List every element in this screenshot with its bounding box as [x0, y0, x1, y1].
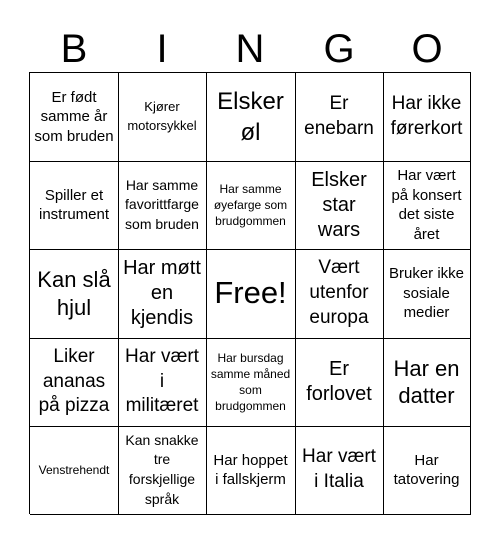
bingo-cell[interactable]: Har tatovering — [383, 426, 471, 515]
bingo-cell[interactable]: Vært utenfor europa — [295, 249, 384, 339]
free-space[interactable]: Free! — [206, 249, 296, 339]
bingo-cell[interactable]: Har vært i Italia — [295, 426, 384, 515]
bingo-cell[interactable]: Elsker øl — [206, 73, 296, 162]
bingo-cell[interactable]: Har samme øyefarge som brudgommen — [206, 161, 296, 250]
bingo-cell[interactable]: Er forlovet — [295, 338, 384, 427]
header-letter-o: O — [411, 26, 443, 71]
bingo-cell[interactable]: Liker ananas på pizza — [30, 338, 119, 427]
bingo-cell[interactable]: Har møtt en kjendis — [118, 249, 207, 339]
bingo-header — [30, 26, 471, 72]
bingo-cell[interactable]: Kan slå hjul — [30, 249, 119, 339]
bingo-cell[interactable]: Har en datter — [383, 338, 471, 427]
bingo-cell[interactable]: Har hoppet i fallskjerm — [206, 426, 296, 515]
bingo-cell[interactable]: Elsker star wars — [295, 161, 384, 250]
bingo-cell[interactable]: Kjører motorsykkel — [118, 73, 207, 162]
bingo-cell[interactable]: Er født samme år som bruden — [30, 73, 119, 162]
bingo-cell[interactable]: Har bursdag samme måned som brudgommen — [206, 338, 296, 427]
bingo-cell[interactable]: Venstrehendt — [30, 426, 119, 515]
bingo-cell[interactable]: Bruker ikke sosiale medier — [383, 249, 471, 339]
bingo-cell[interactable]: Spiller et instrument — [30, 161, 119, 250]
header-letter-g: G — [323, 26, 355, 71]
bingo-cell[interactable]: Har ikke førerkort — [383, 73, 471, 162]
bingo-card — [29, 72, 471, 514]
header-letter-i: I — [156, 26, 168, 71]
header-letter-n: N — [235, 26, 265, 71]
bingo-cell[interactable]: Har vært på konsert det siste året — [383, 161, 471, 250]
bingo-cell[interactable]: Er enebarn — [295, 73, 384, 162]
bingo-cell[interactable]: Kan snakke tre forskjellige språk — [118, 426, 207, 515]
bingo-cell[interactable]: Har samme favorittfarge som bruden — [118, 161, 207, 250]
bingo-cell[interactable]: Har vært i militæret — [118, 338, 207, 427]
header-letter-b: B — [60, 26, 88, 71]
